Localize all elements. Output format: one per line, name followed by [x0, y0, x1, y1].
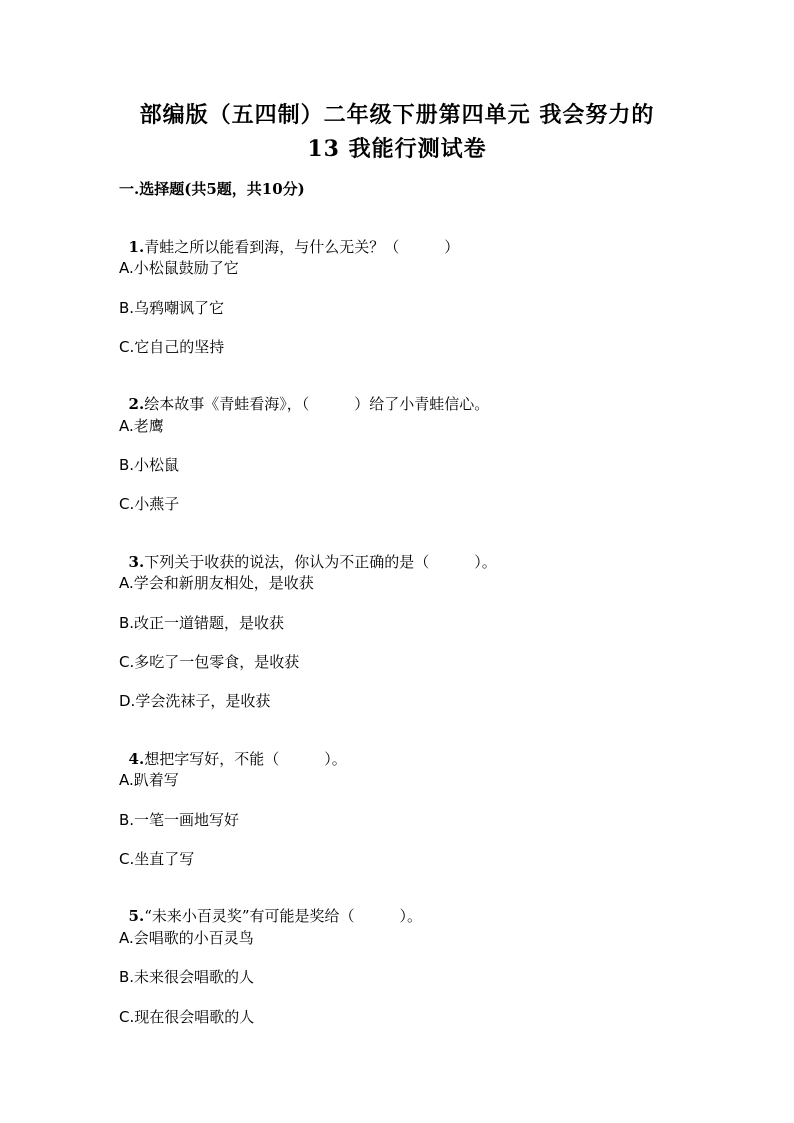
question-number: 4. — [128, 750, 145, 768]
question-number: 2. — [128, 395, 145, 413]
question-2 — [119, 375, 489, 414]
question-text: 下列关于收获的说法，你认为不正确的是（ ）。 — [144, 553, 497, 571]
question-text: 青蛙之所以能看到海，与什么无关？（ ） — [144, 238, 460, 256]
question-3-option-b: B.改正一道错题，是收获 — [119, 614, 285, 632]
question-number: 3. — [128, 553, 145, 571]
page-title-line-2: 13 我能行测试卷 — [307, 136, 487, 162]
question-3-option-a: A.学会和新朋友相处，是收获 — [119, 574, 314, 592]
question-4 — [119, 730, 347, 769]
question-5-option-a: A.会唱歌的小百灵鸟 — [119, 929, 254, 947]
question-4-option-b: B.一笔一画地写好 — [119, 811, 240, 829]
page-title-line-1: 部编版（五四制）二年级下册第四单元 我会努力的 — [139, 102, 655, 128]
question-1-option-a: A.小松鼠鼓励了它 — [119, 259, 239, 277]
question-3-option-c: C.多吃了一包零食，是收获 — [119, 653, 300, 671]
question-4-option-c: C.坐直了写 — [119, 850, 195, 868]
question-text: 绘本故事《青蛙看海》，（ ）给了小青蛙信心。 — [144, 395, 490, 413]
question-1-option-c: C.它自己的坚持 — [119, 338, 225, 356]
question-2-option-c: C.小燕子 — [119, 495, 180, 513]
question-5 — [119, 887, 422, 926]
question-number: 5. — [128, 907, 145, 925]
question-5-option-b: B.未来很会唱歌的人 — [119, 968, 255, 986]
question-text: 想把字写好，不能（ ）。 — [144, 750, 347, 768]
question-1-option-b: B.乌鸦嘲讽了它 — [119, 299, 225, 317]
question-2-option-a: A.老鹰 — [119, 417, 164, 435]
question-1 — [119, 218, 459, 257]
question-2-option-b: B.小松鼠 — [119, 456, 180, 474]
question-3 — [119, 533, 497, 572]
question-3-option-d: D.学会洗袜子，是收获 — [119, 692, 271, 710]
question-number: 1. — [128, 238, 145, 256]
question-4-option-a: A.趴着写 — [119, 771, 179, 789]
question-text: “未来小百灵奖”有可能是奖给（ ）。 — [144, 907, 423, 925]
section-heading: 一.选择题(共5题，共10分) — [119, 180, 305, 198]
question-5-option-c: C.现在很会唱歌的人 — [119, 1008, 255, 1026]
